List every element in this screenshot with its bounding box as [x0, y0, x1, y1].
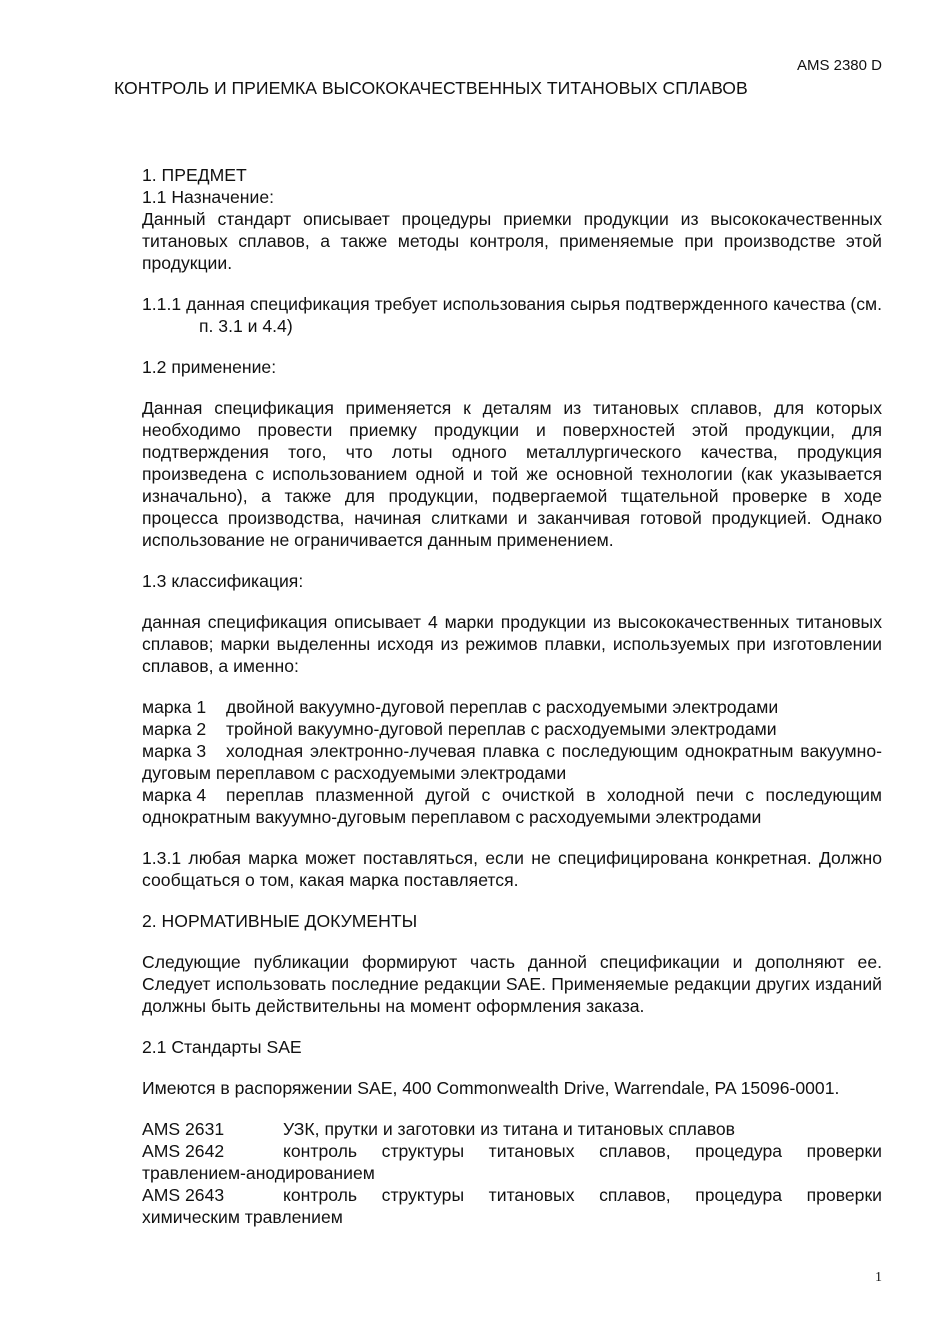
grade-item [142, 784, 882, 828]
document-code: AMS 2380 D [796, 57, 882, 74]
section-1-3-1-text: 1.3.1 любая марка может поставляться, если не специфицирована конкретная. Должно сообщаться о том, какая марка поставляется. [142, 848, 882, 890]
section-1-2-text: Данная спецификация применяется к деталям из титановых сплавов, для которых необходимо провести приемку продукции и поверхностей этой продукции, для подтверждения того, что лоты одного металлургического качества, продукция произведена с использованием одной и той же основной технологии (как указывается изначально), а также для продукции, подвергаемой тщательной проверке в ходе процесса производства, начиная слитками и заканчивая готовой продукцией. Однако использование не ограничивается данным применением. [142, 398, 882, 550]
section-1-3-label: 1.3 классификация: [142, 571, 304, 591]
grade-label: марка 3 [142, 741, 207, 761]
section-2-intro: Следующие публикации формируют часть данной спецификации и дополняют ее. Следует использовать последние редакции SAE. Применяемые редакции других изданий должны быть действительны на момент оформления заказа. [142, 952, 882, 1016]
grade-list [142, 696, 882, 828]
standard-item [142, 1184, 882, 1228]
section-1-1-text: Данный стандарт описывает процедуры приемки продукции из высококачественных титановых сплавов, а также методы контроля, применяемые при производстве этой продукции. [142, 209, 882, 273]
document-body [142, 164, 882, 1228]
section-1-3-text: данная спецификация описывает 4 марки продукции из высококачественных титановых сплавов; марки выделенны исходя из режимов плавки, используемых при изготовлении сплавов, а именно: [142, 612, 882, 676]
grade-text: переплав плазменной дугой с очисткой в холодной печи с последующим однократным вакуумно-дуговым переплавом с расходуемыми электродами [142, 785, 882, 827]
grade-item [142, 740, 882, 784]
grade-item [142, 718, 882, 740]
section-1-1-1-text: 1.1.1 данная спецификация требует использования сырья подтвержденного качества (см. п. 3.1 и 4.4) [142, 294, 882, 336]
grade-label: марка 4 [142, 785, 207, 805]
standard-item [142, 1140, 882, 1184]
standard-text: контроль структуры титановых сплавов, процедура проверки химическим травлением [142, 1185, 882, 1227]
standard-code: AMS 2631 [142, 1119, 225, 1139]
standard-code: AMS 2642 [142, 1141, 225, 1161]
standard-text: УЗК, прутки и заготовки из титана и титановых сплавов [283, 1119, 736, 1139]
grade-label: марка 1 [142, 697, 207, 717]
section-1-2-label: 1.2 применение: [142, 357, 277, 377]
grade-item [142, 696, 882, 718]
section-2-heading: 2. НОРМАТИВНЫЕ ДОКУМЕНТЫ [142, 911, 418, 931]
section-2-1-text: Имеются в распоряжении SAE, 400 Commonwealth Drive, Warrendale, PA 15096-0001. [142, 1078, 840, 1098]
section-1-1-label: 1.1 Назначение: [142, 187, 274, 207]
standard-code: AMS 2643 [142, 1185, 225, 1205]
page-number: 1 [875, 1270, 882, 1285]
standard-text: контроль структуры титановых сплавов, процедура проверки травлением-анодированием [142, 1141, 882, 1183]
document-title: КОНТРОЛЬ И ПРИЕМКА ВЫСОКОКАЧЕСТВЕННЫХ ТИТАНОВЫХ СПЛАВОВ [114, 78, 748, 98]
section-2-1-label: 2.1 Стандарты SAE [142, 1037, 302, 1057]
grade-text: холодная электронно-лучевая плавка с последующим однократным вакуумно-дуговым переплавом с расходуемыми электродами [142, 741, 882, 783]
grade-label: марка 2 [142, 719, 207, 739]
section-1-heading: 1. ПРЕДМЕТ [142, 165, 247, 185]
standard-item [142, 1118, 882, 1140]
standards-list [142, 1118, 882, 1228]
grade-text: тройной вакуумно-дуговой переплав с расходуемыми электродами [226, 719, 777, 739]
grade-text: двойной вакуумно-дуговой переплав с расходуемыми электродами [226, 697, 779, 717]
